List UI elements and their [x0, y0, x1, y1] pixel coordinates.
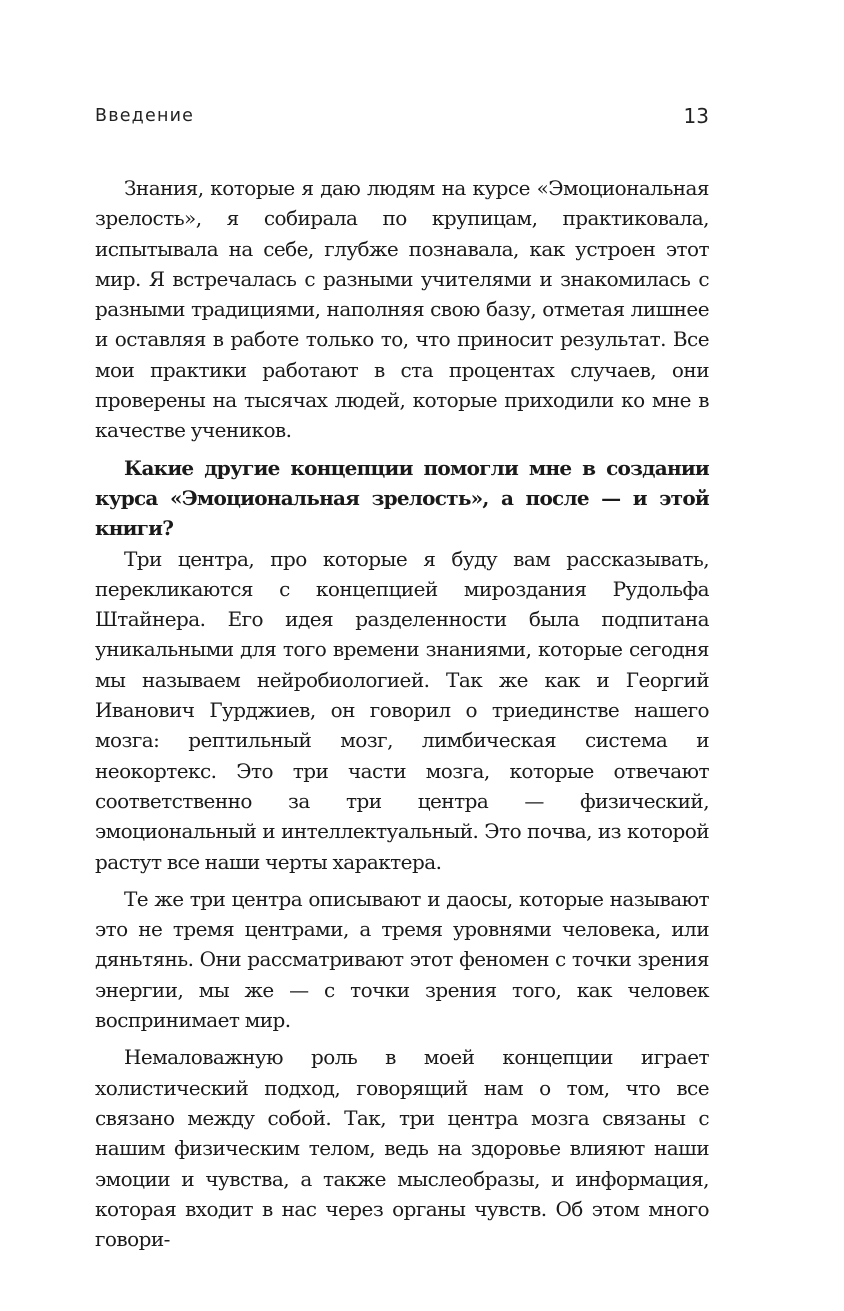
paragraph-holistic: Немаловажную роль в моей концепции играет холистический подход, говорящий нам о том, что все связано между собой. Так, три центра мозга связаны с нашим физическим телом, ведь на здоровье влияют наши эмоции и чувства, а также мыслеобразы, и информация, которая входит в нас через органы чувств. Об этом много говори-	[95, 1045, 709, 1252]
section-title: Введение	[95, 106, 195, 126]
running-header	[95, 104, 709, 134]
paragraph-knowledge: Знания, которые я даю людям на курсе «Эмоциональная зрелость», я собирала по крупицам, практиковала, испытывала на себе, глубже познавала, как устроен этот мир. Я встречалась с разными учителями и знакомилась с разными традициями, наполняя свою базу, отметая лишнее и оставляя в работе только то, что приносит результат. Все мои практики работают в ста процентах случаев, они проверены на тысячах людей, которые приходили ко мне в качестве учеников.	[95, 176, 709, 443]
page-number: 13	[683, 104, 709, 128]
paragraph-taoists: Те же три центра описывают и даосы, которые называют это не тремя центрами, а тремя уровнями человека, или дяньтянь. Они рассматривают этот феномен с точки зрения энергии, мы же — с точки зрения того, как человек воспринимает мир.	[95, 886, 709, 1033]
question-heading: Какие другие концепции помогли мне в создании курса «Эмоциональная зрелость», а после — и этой книги?	[95, 455, 709, 541]
body-text	[95, 173, 709, 1254]
paragraph-three-centers: Три центра, про которые я буду вам рассказывать, перекликаются с концепцией мироздания Рудольфа Штайнера. Его идея разделенности была подпитана уникальными для того времени знаниями, которые сегодня мы называем нейробиологией. Так же как и Георгий Иванович Гурджиев, он говорил о триединстве нашего мозга: рептильный мозг, лимбическая система и неокортекс. Это три части мозга, которые отвечают соответственно за три центра — физический, эмоциональный и интеллектуальный. Это почва, из которой растут все наши черты характера.	[95, 546, 709, 874]
